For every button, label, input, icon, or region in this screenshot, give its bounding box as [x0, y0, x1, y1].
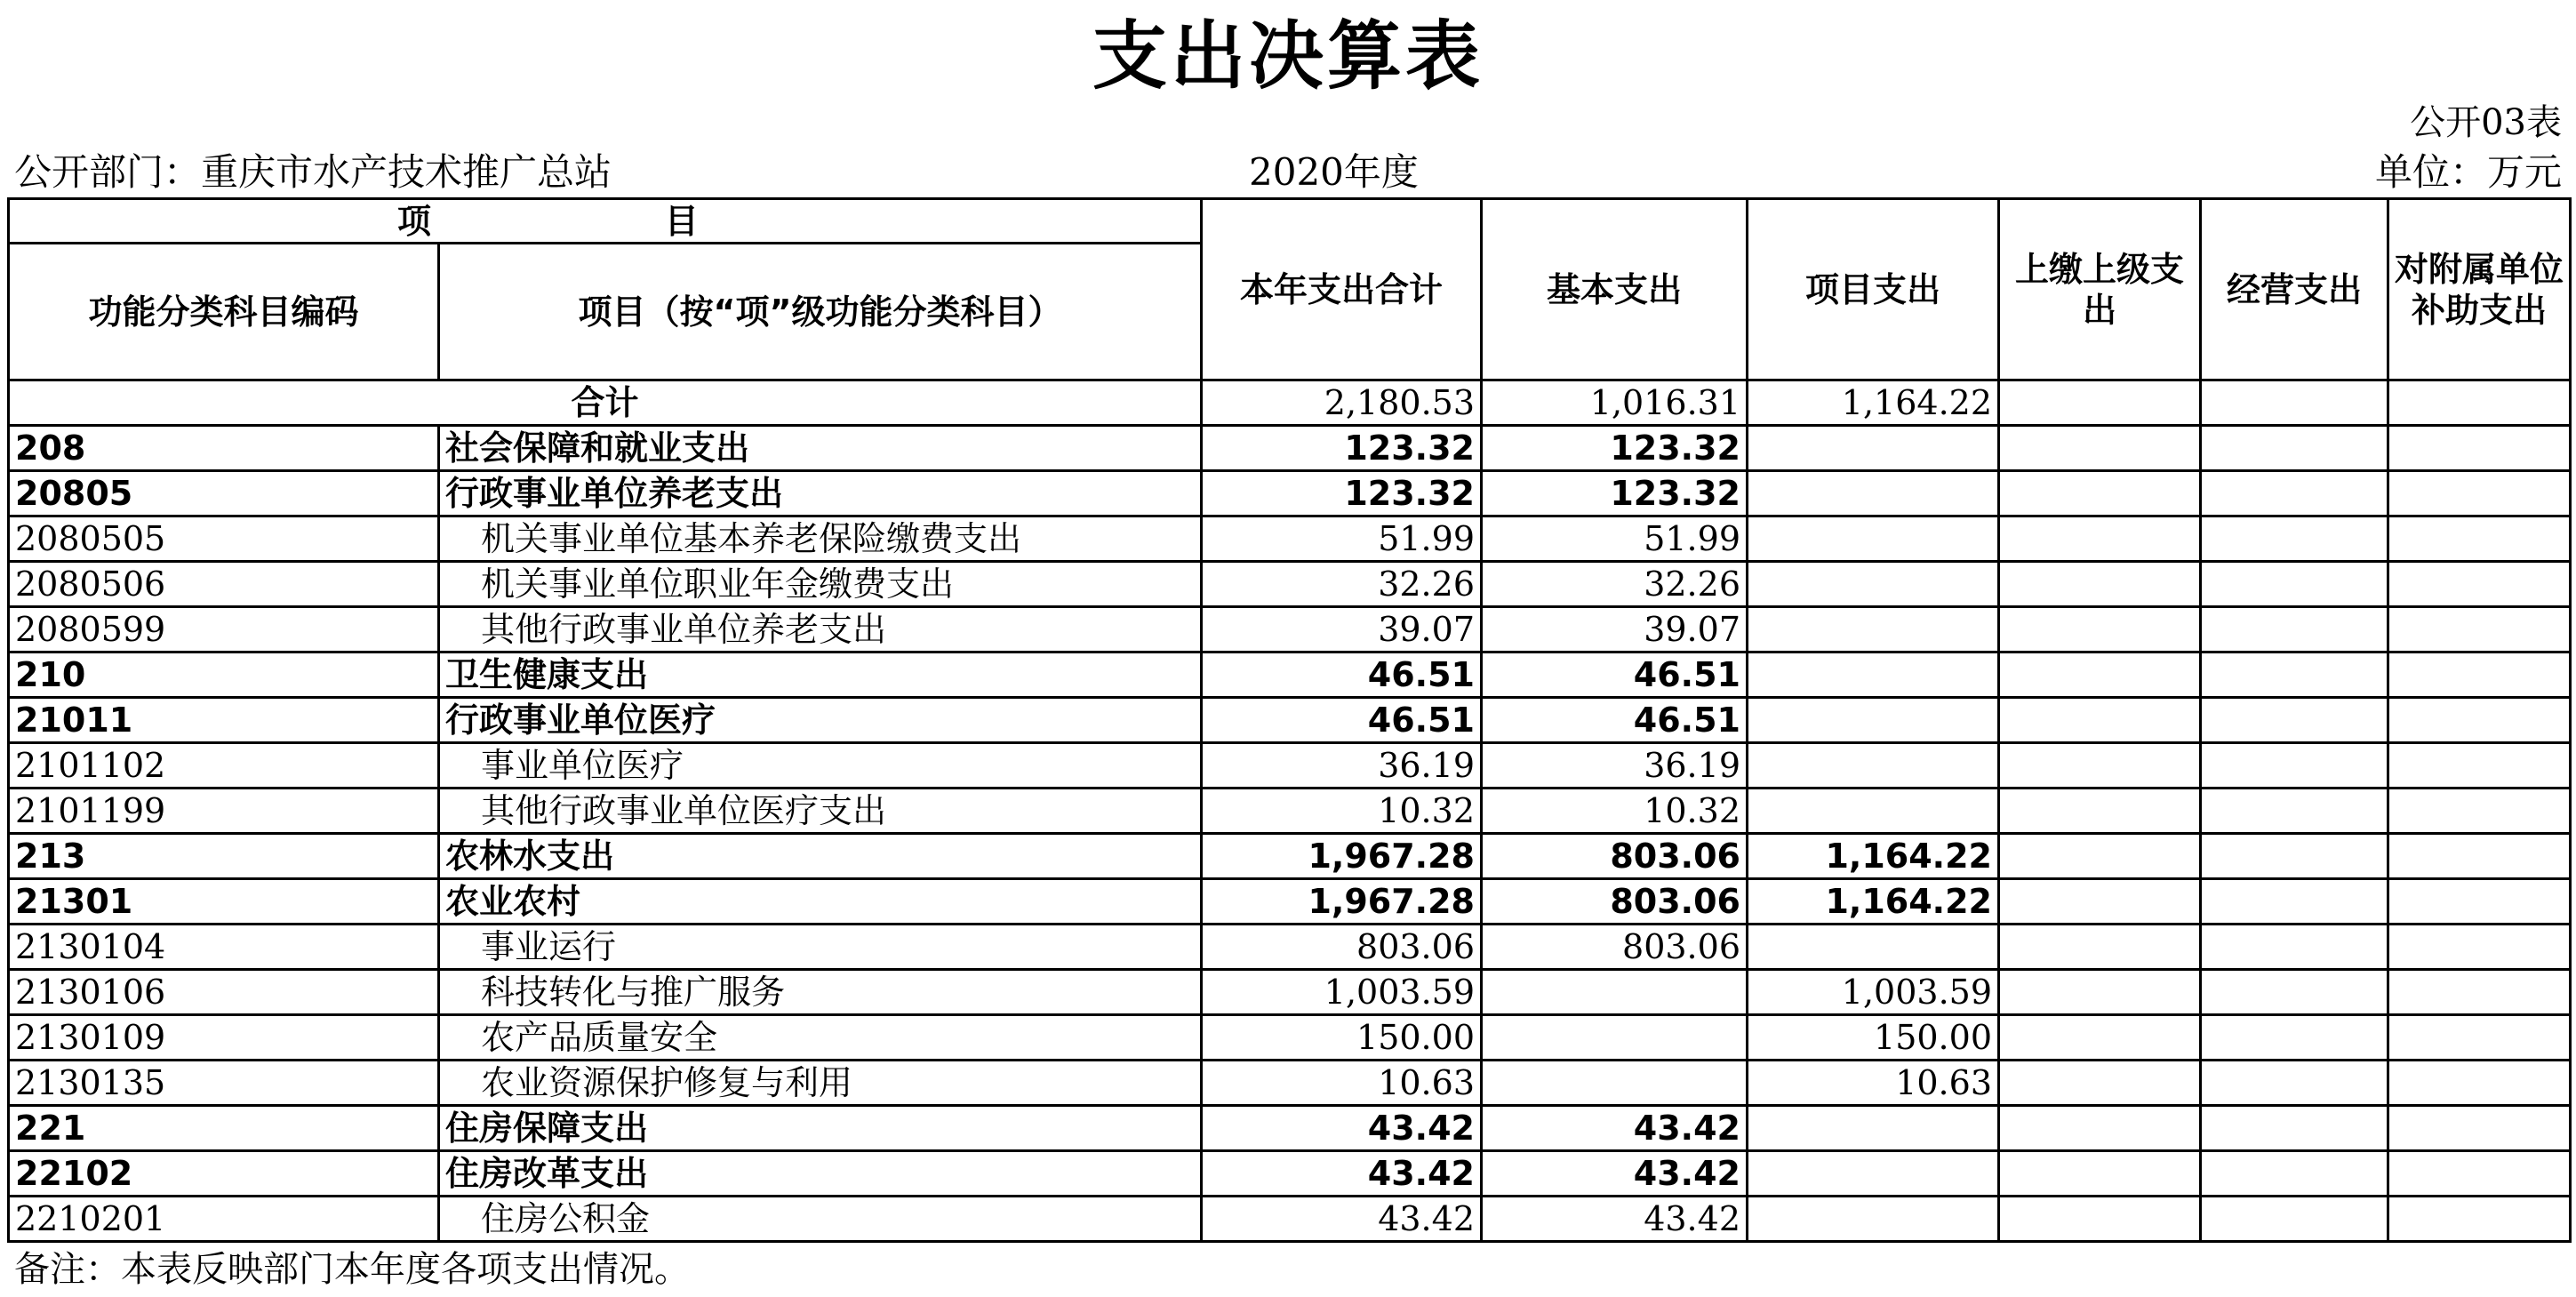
row-subsidy [2388, 1106, 2571, 1151]
row-total: 1,967.28 [1202, 834, 1482, 879]
row-project [1748, 1197, 1999, 1242]
row-code: 213 [9, 834, 439, 879]
row-code: 208 [9, 426, 439, 471]
total-cell-business [2201, 380, 2388, 426]
row-total: 123.32 [1202, 426, 1482, 471]
total-cell-project: 1,164.22 [1748, 380, 1999, 426]
row-total: 46.51 [1202, 698, 1482, 743]
col-header-upper: 上缴上级支出 [1999, 199, 2201, 380]
row-upper [1999, 970, 2201, 1015]
page-title: 支出决算表 [1092, 12, 1484, 100]
total-label: 合计 [9, 380, 1202, 426]
row-total: 803.06 [1202, 925, 1482, 970]
total-row [9, 380, 2571, 426]
row-total: 150.00 [1202, 1015, 1482, 1061]
row-subsidy [2388, 970, 2571, 1015]
table-row [9, 970, 2571, 1015]
row-project [1748, 789, 1999, 834]
row-business [2201, 743, 2388, 789]
row-code: 210 [9, 653, 439, 698]
row-code: 21011 [9, 698, 439, 743]
row-subsidy [2388, 607, 2571, 653]
row-name: 事业单位医疗 [439, 743, 1202, 789]
row-name: 机关事业单位基本养老保险缴费支出 [439, 516, 1202, 562]
row-name: 住房公积金 [439, 1197, 1202, 1242]
row-subsidy [2388, 426, 2571, 471]
row-business [2201, 698, 2388, 743]
row-basic: 803.06 [1482, 879, 1748, 925]
row-subsidy [2388, 925, 2571, 970]
row-project [1748, 653, 1999, 698]
row-business [2201, 970, 2388, 1015]
row-basic: 43.42 [1482, 1197, 1748, 1242]
row-code: 2101199 [9, 789, 439, 834]
row-project: 1,164.22 [1748, 834, 1999, 879]
item-header [9, 199, 1202, 244]
table-row [9, 698, 2571, 743]
total-cell-subsidy [2388, 380, 2571, 426]
row-total: 43.42 [1202, 1151, 1482, 1197]
row-total: 43.42 [1202, 1106, 1482, 1151]
row-project [1748, 426, 1999, 471]
row-project: 150.00 [1748, 1015, 1999, 1061]
total-cell-basic: 1,016.31 [1482, 380, 1748, 426]
row-upper [1999, 879, 2201, 925]
row-business [2201, 426, 2388, 471]
table-row [9, 789, 2571, 834]
row-subsidy [2388, 471, 2571, 516]
row-code: 2080505 [9, 516, 439, 562]
row-project [1748, 1106, 1999, 1151]
row-project [1748, 607, 1999, 653]
row-code: 2080599 [9, 607, 439, 653]
row-name: 行政事业单位医疗 [439, 698, 1202, 743]
table-row [9, 743, 2571, 789]
row-basic: 51.99 [1482, 516, 1748, 562]
table-row [9, 834, 2571, 879]
table-row [9, 562, 2571, 607]
row-total: 39.07 [1202, 607, 1482, 653]
row-subsidy [2388, 1061, 2571, 1106]
row-subsidy [2388, 516, 2571, 562]
col-header-total: 本年支出合计 [1202, 199, 1482, 380]
row-business [2201, 1061, 2388, 1106]
row-upper [1999, 1061, 2201, 1106]
row-business [2201, 925, 2388, 970]
table-row [9, 1015, 2571, 1061]
row-code: 2210201 [9, 1197, 439, 1242]
row-upper [1999, 1106, 2201, 1151]
row-total: 36.19 [1202, 743, 1482, 789]
row-name: 农林水支出 [439, 834, 1202, 879]
row-subsidy [2388, 1151, 2571, 1197]
row-code: 2130109 [9, 1015, 439, 1061]
total-cell-upper [1999, 380, 2201, 426]
total-cell-total: 2,180.53 [1202, 380, 1482, 426]
table-row [9, 1151, 2571, 1197]
row-upper [1999, 1015, 2201, 1061]
row-subsidy [2388, 562, 2571, 607]
row-code: 21301 [9, 879, 439, 925]
row-basic: 10.32 [1482, 789, 1748, 834]
row-total: 10.32 [1202, 789, 1482, 834]
row-total: 51.99 [1202, 516, 1482, 562]
row-business [2201, 653, 2388, 698]
row-business [2201, 1151, 2388, 1197]
row-business [2201, 789, 2388, 834]
row-upper [1999, 426, 2201, 471]
table-row [9, 516, 2571, 562]
row-name: 农产品质量安全 [439, 1015, 1202, 1061]
row-subsidy [2388, 698, 2571, 743]
row-business [2201, 471, 2388, 516]
row-upper [1999, 562, 2201, 607]
fiscal-year-label: 2020年度 [1249, 150, 1419, 194]
row-name: 事业运行 [439, 925, 1202, 970]
form-tag: 公开03表 [2410, 102, 2562, 143]
row-basic: 46.51 [1482, 698, 1748, 743]
row-upper [1999, 789, 2201, 834]
table-row [9, 1106, 2571, 1151]
row-name: 机关事业单位职业年金缴费支出 [439, 562, 1202, 607]
row-name: 住房改革支出 [439, 1151, 1202, 1197]
row-basic: 32.26 [1482, 562, 1748, 607]
row-subsidy [2388, 789, 2571, 834]
row-name: 农业农村 [439, 879, 1202, 925]
row-project [1748, 743, 1999, 789]
col-header-project: 项目支出 [1748, 199, 1999, 380]
table-row [9, 879, 2571, 925]
row-project: 1,003.59 [1748, 970, 1999, 1015]
row-code: 221 [9, 1106, 439, 1151]
table-row [9, 426, 2571, 471]
row-total: 1,003.59 [1202, 970, 1482, 1015]
row-basic: 46.51 [1482, 653, 1748, 698]
row-total: 1,967.28 [1202, 879, 1482, 925]
row-upper [1999, 607, 2201, 653]
row-code: 2130106 [9, 970, 439, 1015]
row-upper [1999, 471, 2201, 516]
row-basic: 43.42 [1482, 1151, 1748, 1197]
table-row [9, 1061, 2571, 1106]
footnote: 备注：本表反映部门本年度各项支出情况。 [14, 1249, 690, 1290]
row-subsidy [2388, 1015, 2571, 1061]
col-header-name: 项目（按“项”级功能分类科目） [439, 244, 1202, 380]
row-basic [1482, 970, 1748, 1015]
row-total: 123.32 [1202, 471, 1482, 516]
row-name: 社会保障和就业支出 [439, 426, 1202, 471]
row-code: 22102 [9, 1151, 439, 1197]
row-upper [1999, 743, 2201, 789]
row-upper [1999, 698, 2201, 743]
row-basic: 39.07 [1482, 607, 1748, 653]
row-business [2201, 834, 2388, 879]
row-basic [1482, 1015, 1748, 1061]
row-upper [1999, 834, 2201, 879]
row-project [1748, 1151, 1999, 1197]
row-name: 其他行政事业单位医疗支出 [439, 789, 1202, 834]
row-total: 46.51 [1202, 653, 1482, 698]
row-project: 10.63 [1748, 1061, 1999, 1106]
item-header-left: 项 [397, 201, 432, 241]
row-business [2201, 562, 2388, 607]
row-total: 32.26 [1202, 562, 1482, 607]
table-row [9, 471, 2571, 516]
row-name: 卫生健康支出 [439, 653, 1202, 698]
row-code: 2130135 [9, 1061, 439, 1106]
col-header-basic: 基本支出 [1482, 199, 1748, 380]
row-name: 住房保障支出 [439, 1106, 1202, 1151]
row-basic: 43.42 [1482, 1106, 1748, 1151]
table-row [9, 653, 2571, 698]
row-business [2201, 516, 2388, 562]
row-subsidy [2388, 743, 2571, 789]
row-code: 20805 [9, 471, 439, 516]
row-project [1748, 562, 1999, 607]
row-subsidy [2388, 834, 2571, 879]
row-project [1748, 471, 1999, 516]
row-project [1748, 925, 1999, 970]
expenditure-table [7, 197, 2572, 1243]
row-total: 43.42 [1202, 1197, 1482, 1242]
row-project [1748, 516, 1999, 562]
row-business [2201, 1106, 2388, 1151]
row-code: 2101102 [9, 743, 439, 789]
row-basic: 36.19 [1482, 743, 1748, 789]
table-row [9, 1197, 2571, 1242]
row-upper [1999, 1197, 2201, 1242]
row-basic: 123.32 [1482, 471, 1748, 516]
row-total: 10.63 [1202, 1061, 1482, 1106]
row-basic: 803.06 [1482, 834, 1748, 879]
row-project [1748, 698, 1999, 743]
row-upper [1999, 653, 2201, 698]
row-basic [1482, 1061, 1748, 1106]
row-upper [1999, 516, 2201, 562]
row-code: 2080506 [9, 562, 439, 607]
row-business [2201, 1197, 2388, 1242]
row-business [2201, 1015, 2388, 1061]
col-header-code: 功能分类科目编码 [9, 244, 439, 380]
unit-label: 单位：万元 [2374, 150, 2562, 194]
table-row [9, 607, 2571, 653]
col-header-subsidy: 对附属单位补助支出 [2388, 199, 2571, 380]
row-name: 农业资源保护修复与利用 [439, 1061, 1202, 1106]
col-header-business: 经营支出 [2201, 199, 2388, 380]
row-project: 1,164.22 [1748, 879, 1999, 925]
row-subsidy [2388, 879, 2571, 925]
row-name: 行政事业单位养老支出 [439, 471, 1202, 516]
row-upper [1999, 925, 2201, 970]
row-business [2201, 879, 2388, 925]
row-business [2201, 607, 2388, 653]
row-name: 其他行政事业单位养老支出 [439, 607, 1202, 653]
department-label: 公开部门：重庆市水产技术推广总站 [14, 150, 612, 194]
item-header-right: 目 [664, 201, 699, 241]
row-basic: 123.32 [1482, 426, 1748, 471]
row-code: 2130104 [9, 925, 439, 970]
row-basic: 803.06 [1482, 925, 1748, 970]
row-subsidy [2388, 1197, 2571, 1242]
table-row [9, 925, 2571, 970]
row-name: 科技转化与推广服务 [439, 970, 1202, 1015]
row-upper [1999, 1151, 2201, 1197]
row-subsidy [2388, 653, 2571, 698]
